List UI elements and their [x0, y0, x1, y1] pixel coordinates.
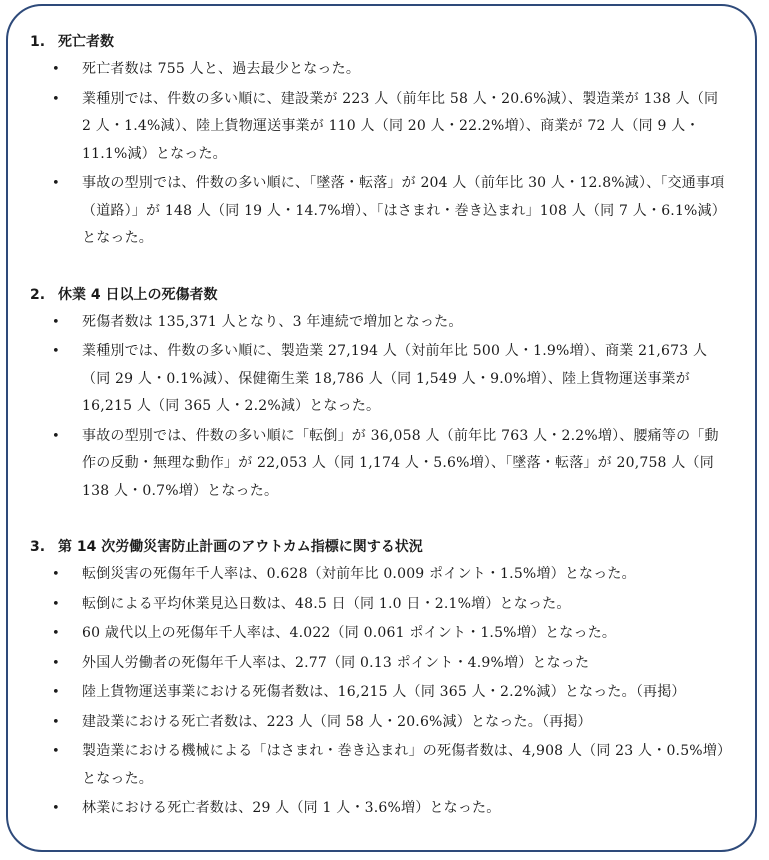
- list-item: • 業種別では、件数の多い順に、建設業が 223 人（前年比 58 人・20.6%減）、製造業が 138 人（同 2 人・1.4%減）、陸上貨物運送事業が 110 人（同 20 人・22.2%増）、商業が 72 人（同 9 人・11.1%減）となった。: [30, 86, 730, 169]
- bullet-icon: •: [52, 596, 60, 612]
- bullet-icon: •: [52, 314, 60, 330]
- bullet-list: [30, 56, 730, 253]
- section-deaths: [30, 30, 730, 253]
- bullet-icon: •: [52, 91, 60, 107]
- list-item: • 事故の型別では、件数の多い順に、「墜落・転落」が 204 人（前年比 30 人・12.8%減）、「交通事項（道路）」が 148 人（同 19 人・14.7%増）、「はさまれ・巻き込まれ」108 人（同 7 人・6.1%減）となった。: [30, 170, 730, 253]
- section-title: 第 14 次労働災害防止計画のアウトカム指標に関する状況: [58, 539, 423, 555]
- list-item: • 死傷者数は 135,371 人となり、3 年連続で増加となった。: [30, 309, 730, 337]
- bullet-icon: •: [52, 567, 60, 582]
- section-injuries: [30, 283, 730, 506]
- bullet-list: [30, 561, 730, 823]
- summary-content: [30, 30, 730, 853]
- list-item: • 建設業における死亡者数は、223 人（同 58 人・20.6%減）となった。（再掲）: [30, 709, 730, 737]
- bullet-icon: •: [52, 744, 60, 759]
- bullet-icon: •: [52, 428, 60, 444]
- section-number: 1.: [30, 34, 46, 50]
- section-heading: [30, 283, 730, 307]
- bullet-icon: •: [52, 344, 60, 359]
- bullet-icon: •: [52, 176, 60, 191]
- section-number: 3.: [30, 539, 46, 555]
- bullet-list: [30, 309, 730, 506]
- list-item: • 製造業における機械による「はさまれ・巻き込まれ」の死傷者数は、4,908 人（同 23 人・0.5%増）となった。: [30, 738, 730, 793]
- bullet-icon: •: [52, 62, 60, 77]
- list-item: • 陸上貨物運送事業における死傷者数は、16,215 人（同 365 人・2.2%減）となった。（再掲）: [30, 679, 730, 707]
- section-number: 2.: [30, 286, 46, 303]
- list-item: • 林業における死亡者数は、29 人（同 1 人・3.6%増）となった。: [30, 795, 730, 823]
- list-item: • 事故の型別では、件数の多い順に「転倒」が 36,058 人（前年比 763 人・2.2%増）、腰痛等の「動作の反動・無理な動作」が 22,053 人（同 1,174 人・5.6%増）、「墜落・転落」が 20,758 人（同 138 人・0.7%増）となった。: [30, 423, 730, 506]
- bullet-icon: •: [52, 801, 60, 816]
- section-title: 死亡者数: [58, 34, 114, 50]
- list-item: • 死亡者数は 755 人と、過去最少となった。: [30, 56, 730, 84]
- section-heading: [30, 535, 730, 559]
- list-item: • 外国人労働者の死傷年千人率は、2.77（同 0.13 ポイント・4.9%増）となった: [30, 650, 730, 678]
- section-title: 休業 4 日以上の死傷者数: [58, 286, 218, 303]
- bullet-icon: •: [52, 626, 60, 641]
- section-heading: [30, 30, 730, 54]
- list-item: • 業種別では、件数の多い順に、製造業 27,194 人（対前年比 500 人・1.9%増）、商業 21,673 人（同 29 人・0.1%減）、保健衛生業 18,786 人（同 1,549 人・9.0%増）、陸上貨物運送事業が 16,215 人（同 365 人・2.2%減）となった。: [30, 338, 730, 421]
- bullet-icon: •: [52, 655, 60, 671]
- bullet-icon: •: [52, 714, 60, 730]
- list-item: • 転倒災害の死傷年千人率は、0.628（対前年比 0.009 ポイント・1.5%増）となった。: [30, 561, 730, 589]
- list-item: • 60 歳代以上の死傷年千人率は、4.022（同 0.061 ポイント・1.5%増）となった。: [30, 620, 730, 648]
- section-outcome-indicators: [30, 535, 730, 823]
- bullet-icon: •: [52, 685, 60, 700]
- list-item: • 転倒による平均休業見込日数は、48.5 日（同 1.0 日・2.1%増）となった。: [30, 591, 730, 619]
